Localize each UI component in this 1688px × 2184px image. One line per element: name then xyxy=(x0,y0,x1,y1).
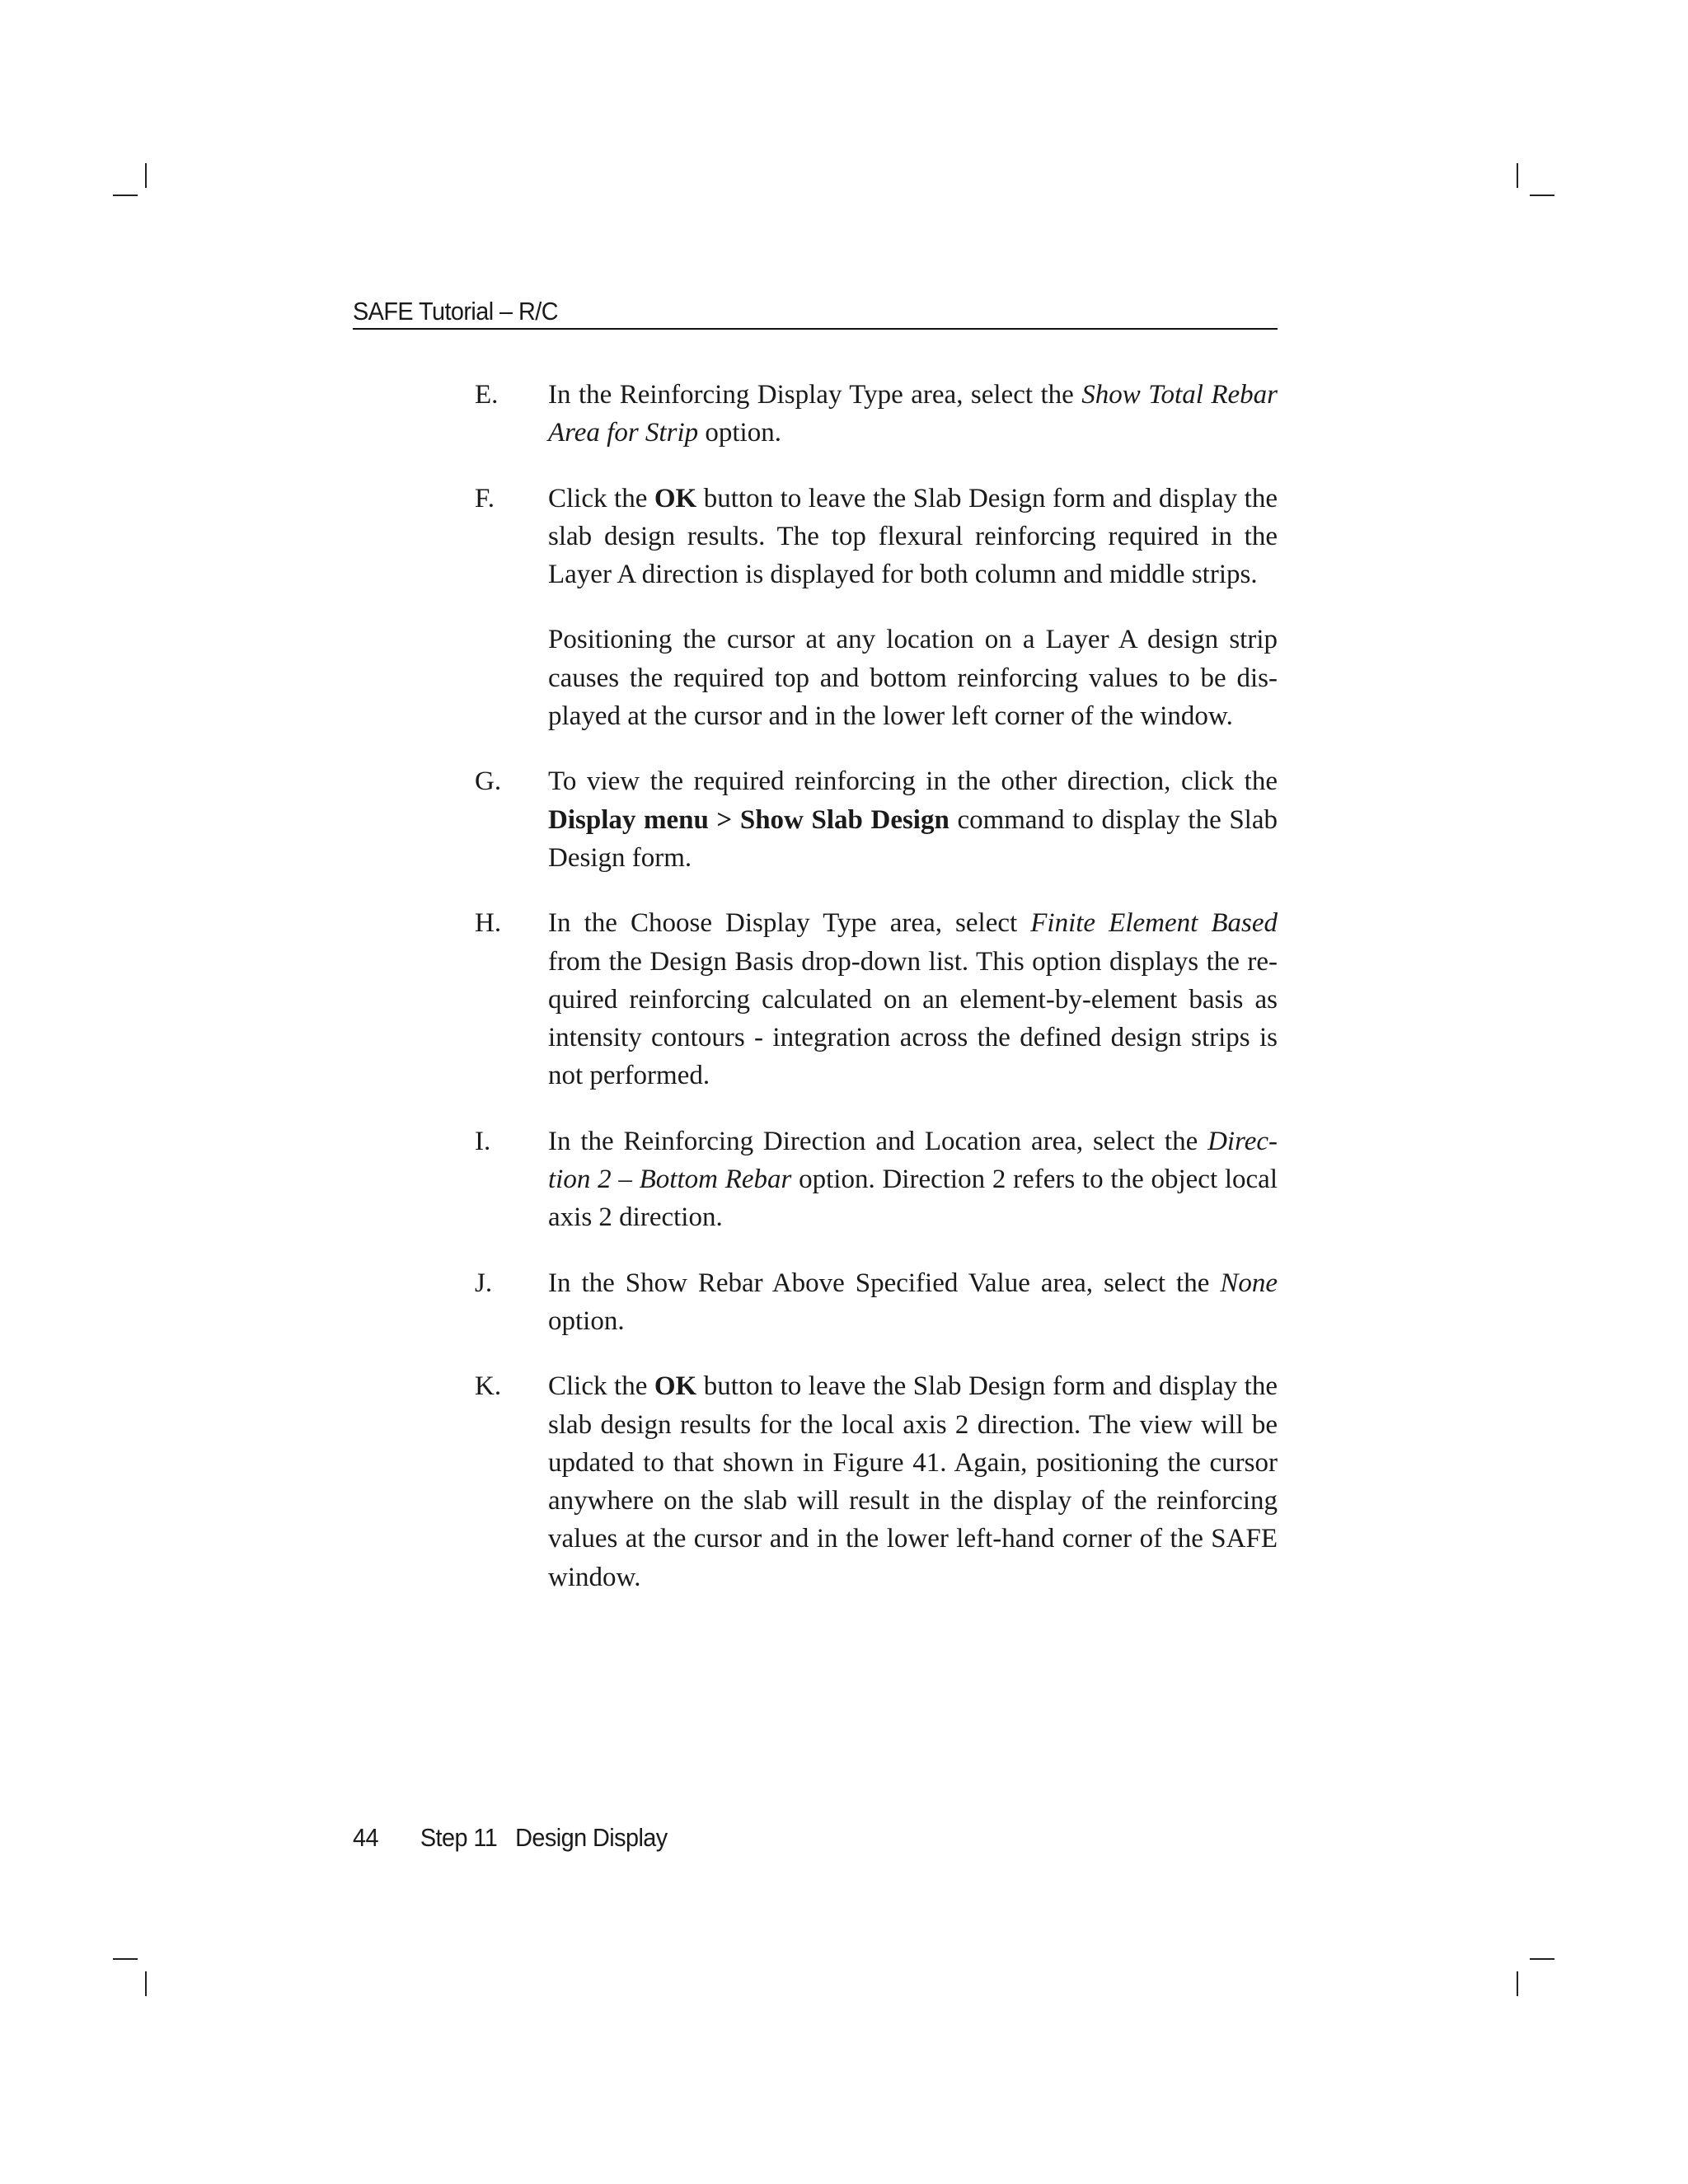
step-item xyxy=(475,904,1278,1094)
step-item xyxy=(475,480,1278,736)
step-item xyxy=(475,1122,1278,1237)
footer-section-title: Design Display xyxy=(515,1823,668,1852)
text-run: button to leave the Slab Design form and display the slab design results. The top flexural reinforcing required in the Layer A direction is displayed for both column and middle strips. xyxy=(548,483,1278,590)
text-run: In the Reinforcing Display Type area, select the xyxy=(548,380,1082,410)
text-run: In the Choose Display Type area, select xyxy=(548,908,1031,939)
crop-mark-top-right-h xyxy=(1530,194,1554,196)
step-item xyxy=(475,1367,1278,1596)
italic-text: Direction 2 – Bottom Rebar xyxy=(548,1126,1278,1195)
footer-step-label: Step 11 xyxy=(420,1823,498,1852)
crop-mark-bottom-left-v xyxy=(145,1971,147,1996)
step-paragraph xyxy=(548,1264,1278,1341)
crop-mark-top-right-v xyxy=(1517,163,1518,188)
text-run: option. xyxy=(548,1305,625,1336)
step-letter: G. xyxy=(475,766,502,797)
text-run: button to leave the Slab Design form and display the slab design results for the local axis 2 direction. The view will be updated to that shown in Figure 41. Again, positioning the cursor anywhere on the slab will result in the display of the reinforcing values at the cursor and in the lower left-hand corner of the SAFE window. xyxy=(548,1371,1278,1592)
bold-text: Display menu > Show Slab Design xyxy=(548,804,950,835)
italic-text: Show Total Rebar Area for Strip xyxy=(548,380,1278,448)
text-run: Click the xyxy=(548,1371,654,1402)
step-letter: I. xyxy=(475,1126,491,1156)
step-paragraph xyxy=(548,1122,1278,1237)
step-item xyxy=(475,1264,1278,1341)
bold-text: OK xyxy=(654,483,697,513)
text-run: Click the xyxy=(548,483,654,513)
step-item xyxy=(475,376,1278,452)
text-run: option. xyxy=(698,418,781,448)
crop-mark-bottom-right-v xyxy=(1517,1971,1518,1996)
text-run: from the Design Basis drop-down list. This option displays the required reinforcing calculated on an element-by-element basis as intensity contours - integration across the defined design strips is not performed. xyxy=(548,946,1278,1091)
step-list xyxy=(475,376,1278,1624)
bold-text: OK xyxy=(654,1371,697,1402)
step-letter: H. xyxy=(475,908,502,939)
italic-text: None xyxy=(1220,1268,1278,1298)
italic-text: Finite Element Based xyxy=(1030,908,1278,939)
step-paragraph xyxy=(548,762,1278,877)
crop-mark-bottom-left-h xyxy=(113,1958,138,1960)
text-run: option. Direction 2 refers to the object local axis 2 direction. xyxy=(548,1165,1278,1233)
step-letter: E. xyxy=(475,380,499,410)
step-paragraph xyxy=(548,1367,1278,1596)
text-run: In the Show Rebar Above Specified Value area, select the xyxy=(548,1268,1221,1298)
text-run: To view the required reinforcing in the other direction, click the xyxy=(548,766,1278,797)
page-number: 44 xyxy=(353,1823,378,1852)
step-letter: F. xyxy=(475,483,495,513)
step-item xyxy=(475,762,1278,877)
crop-mark-bottom-right-h xyxy=(1530,1958,1554,1960)
step-paragraph xyxy=(548,480,1278,594)
step-letter: K. xyxy=(475,1371,502,1402)
crop-mark-top-left-v xyxy=(145,163,147,188)
step-paragraph xyxy=(548,904,1278,1094)
step-paragraph xyxy=(548,621,1278,735)
step-letter: J. xyxy=(475,1268,493,1298)
text-run: Positioning the cursor at any location on a Layer A design strip causes the required top and bottom reinforcing values to be displayed at the cursor and in the lower left corner of the window. xyxy=(548,625,1278,732)
text-run: In the Reinforcing Direction and Location area, select the xyxy=(548,1126,1208,1156)
running-footer xyxy=(353,1823,668,1853)
header-title: SAFE Tutorial – R/C xyxy=(353,297,558,326)
text-run: command to display the Slab Design form. xyxy=(548,804,1278,873)
running-header xyxy=(353,293,1278,330)
crop-mark-top-left-h xyxy=(113,194,138,196)
step-paragraph xyxy=(548,376,1278,452)
